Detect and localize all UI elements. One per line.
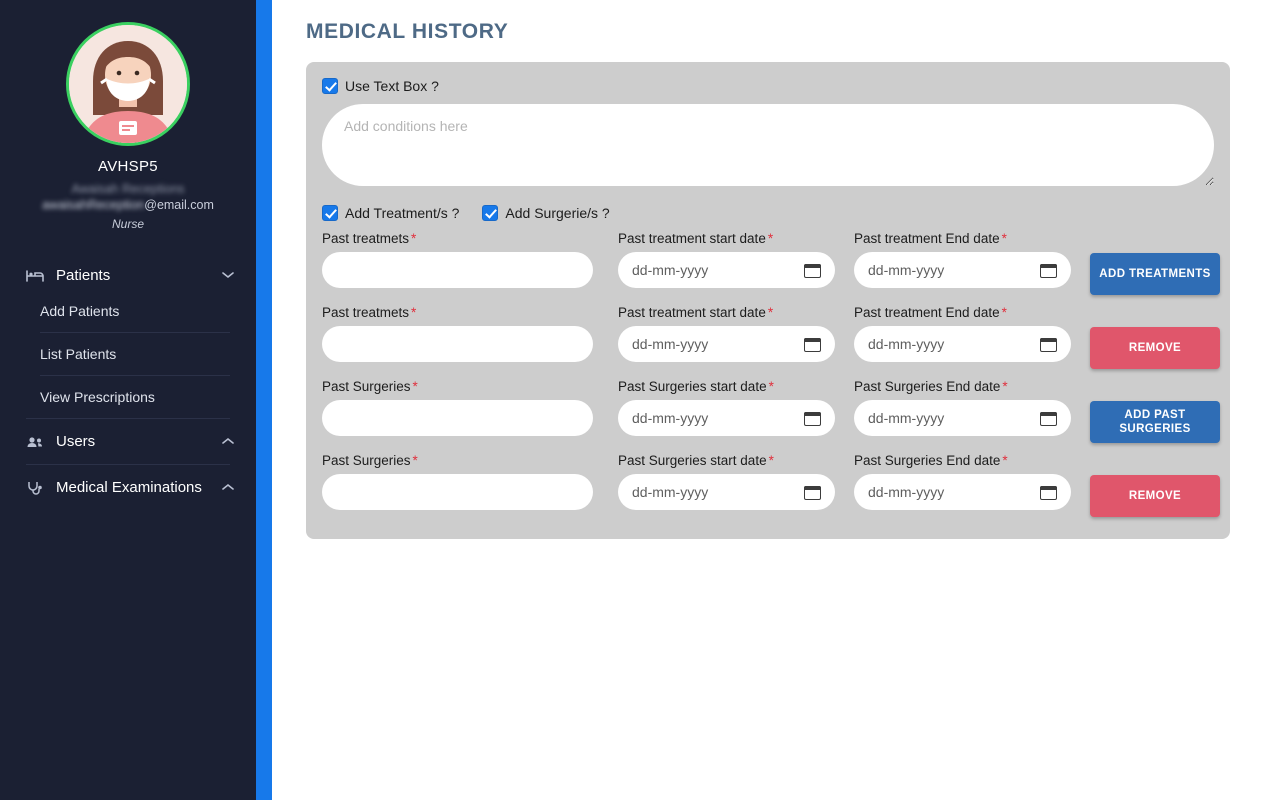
- profile-email-user: awaisahReception: [42, 198, 145, 212]
- sidebar-nav: [0, 257, 256, 506]
- profile-email-domain: @email.com: [144, 198, 214, 212]
- medical-history-card: [306, 62, 1230, 539]
- field-label: [618, 305, 846, 320]
- calendar-icon[interactable]: [804, 262, 821, 278]
- avatar: [66, 22, 190, 146]
- date-placeholder: dd-mm-yyyy: [868, 484, 945, 500]
- treatment-row-1: [322, 231, 1214, 295]
- add-surgeries-label: Add Surgerie/s ?: [505, 205, 610, 221]
- chevron-up-icon[interactable]: [222, 436, 234, 448]
- treatment-row-2: [322, 305, 1214, 369]
- add-surgeries-checkbox[interactable]: [482, 205, 498, 221]
- date-placeholder: dd-mm-yyyy: [868, 336, 945, 352]
- past-surgery-end-date-input-2[interactable]: [854, 474, 1071, 510]
- add-treatments-checkbox[interactable]: [322, 205, 338, 221]
- field-label: [854, 231, 1082, 246]
- field-label: [854, 305, 1082, 320]
- field-label-text: Past Surgeries End date: [854, 379, 1001, 394]
- past-surgery-start-date-input-2[interactable]: [618, 474, 835, 510]
- sidebar-item-list-patients-label: List Patients: [40, 346, 117, 362]
- past-treatment-start-date-input-1[interactable]: [618, 252, 835, 288]
- sidebar-group-medical-examinations[interactable]: [0, 469, 256, 506]
- use-textbox-checkbox[interactable]: [322, 78, 338, 94]
- calendar-icon[interactable]: [1040, 336, 1057, 352]
- surgery-start-cell-2: [618, 453, 846, 510]
- add-treatments-button[interactable]: ADD TREATMENTS: [1090, 253, 1220, 295]
- sidebar-group-patients[interactable]: [0, 257, 256, 294]
- required-marker: *: [412, 379, 418, 394]
- users-icon: [26, 435, 48, 449]
- date-placeholder: dd-mm-yyyy: [632, 410, 709, 426]
- sidebar-item-add-patients-label: Add Patients: [40, 303, 120, 319]
- sidebar-item-add-patients[interactable]: [0, 294, 256, 328]
- remove-treatment-button[interactable]: REMOVE: [1090, 327, 1220, 369]
- required-marker: *: [1002, 453, 1008, 468]
- nav-divider: [26, 418, 230, 419]
- required-marker: *: [412, 453, 418, 468]
- treatment-start-cell-1: [618, 231, 846, 288]
- field-label: [322, 453, 610, 468]
- chevron-down-icon[interactable]: [222, 270, 234, 282]
- field-label-text: Past treatment End date: [854, 231, 1000, 246]
- options-row: [322, 205, 1214, 221]
- field-label-text: Past treatmets: [322, 305, 410, 320]
- date-placeholder: dd-mm-yyyy: [868, 262, 945, 278]
- past-treatment-end-date-input-1[interactable]: [854, 252, 1071, 288]
- required-marker: *: [411, 231, 417, 246]
- calendar-icon[interactable]: [804, 410, 821, 426]
- past-treatment-end-date-input-2[interactable]: [854, 326, 1071, 362]
- field-label: [322, 379, 610, 394]
- surgery-start-cell-1: [618, 379, 846, 436]
- remove-surgery-button-cell: [1090, 453, 1220, 517]
- calendar-icon[interactable]: [804, 336, 821, 352]
- sidebar-group-patients-label: Patients: [56, 267, 111, 284]
- past-treatment-start-date-input-2[interactable]: [618, 326, 835, 362]
- surgery-row-2: [322, 453, 1214, 517]
- field-label: [854, 453, 1082, 468]
- field-label-text: Past Surgeries start date: [618, 379, 767, 394]
- required-marker: *: [411, 305, 417, 320]
- sidebar-item-view-prescriptions[interactable]: [0, 380, 256, 414]
- calendar-icon[interactable]: [1040, 484, 1057, 500]
- sidebar-group-users[interactable]: [0, 423, 256, 460]
- sidebar-group-medical-examinations-label: Medical Examinations: [56, 479, 202, 496]
- past-surgery-name-input-1[interactable]: [322, 400, 593, 436]
- field-label-text: Past Surgeries start date: [618, 453, 767, 468]
- field-label: [618, 231, 846, 246]
- field-label-text: Past treatmets: [322, 231, 410, 246]
- past-treatment-name-input-2[interactable]: [322, 326, 593, 362]
- past-treatment-name-input-1[interactable]: [322, 252, 593, 288]
- field-label-text: Past Surgeries: [322, 379, 411, 394]
- past-surgery-end-date-input-1[interactable]: [854, 400, 1071, 436]
- nav-divider: [40, 332, 230, 333]
- add-treatments-button-cell: [1090, 231, 1220, 295]
- remove-surgery-button[interactable]: REMOVE: [1090, 475, 1220, 517]
- calendar-icon[interactable]: [1040, 262, 1057, 278]
- profile-name: AVHSP5: [98, 158, 158, 175]
- conditions-textarea[interactable]: [322, 104, 1214, 186]
- add-treatments-label: Add Treatment/s ?: [345, 205, 460, 221]
- treatment-end-cell-2: [854, 305, 1082, 362]
- required-marker: *: [768, 379, 774, 394]
- profile-blurred-name: Awaisah Receptions: [71, 182, 185, 196]
- profile-role: Nurse: [111, 217, 144, 231]
- treatment-end-cell-1: [854, 231, 1082, 288]
- profile-email: [0, 198, 256, 212]
- required-marker: *: [1001, 231, 1007, 246]
- field-label-text: Past treatment start date: [618, 231, 766, 246]
- sidebar-group-users-label: Users: [56, 433, 96, 450]
- surgery-name-cell-2: [322, 453, 610, 510]
- date-placeholder: dd-mm-yyyy: [632, 262, 709, 278]
- field-label-text: Past treatment End date: [854, 305, 1000, 320]
- field-label-text: Past treatment start date: [618, 305, 766, 320]
- avatar-illustration: [69, 25, 187, 143]
- field-label: [618, 453, 846, 468]
- field-label: [322, 231, 610, 246]
- field-label: [322, 305, 610, 320]
- nav-divider: [40, 375, 230, 376]
- calendar-icon[interactable]: [1040, 410, 1057, 426]
- main-content: [272, 0, 1280, 800]
- sidebar-accent-bar: [256, 0, 272, 800]
- add-past-surgeries-button-cell: [1090, 379, 1220, 443]
- add-past-surgeries-button[interactable]: ADD PAST SURGERIES: [1090, 401, 1220, 443]
- avatar-wrapper: [0, 0, 256, 146]
- treatment-start-cell-2: [618, 305, 846, 362]
- past-surgery-name-input-2[interactable]: [322, 474, 593, 510]
- chevron-up-icon[interactable]: [222, 482, 234, 494]
- use-textbox-row: [322, 78, 1214, 94]
- date-placeholder: dd-mm-yyyy: [632, 484, 709, 500]
- sidebar: [0, 0, 256, 800]
- past-surgery-start-date-input-1[interactable]: [618, 400, 835, 436]
- page-title: MEDICAL HISTORY: [306, 20, 509, 43]
- date-placeholder: dd-mm-yyyy: [868, 410, 945, 426]
- required-marker: *: [767, 231, 774, 246]
- treatment-name-cell-2: [322, 305, 610, 362]
- field-label: [854, 379, 1082, 394]
- required-marker: *: [767, 305, 774, 320]
- nav-divider: [26, 464, 230, 465]
- field-label-text: Past Surgeries End date: [854, 453, 1001, 468]
- sidebar-item-view-prescriptions-label: View Prescriptions: [40, 389, 155, 405]
- surgery-end-cell-1: [854, 379, 1082, 436]
- surgery-end-cell-2: [854, 453, 1082, 510]
- required-marker: *: [1002, 379, 1008, 394]
- calendar-icon[interactable]: [804, 484, 821, 500]
- required-marker: *: [768, 453, 774, 468]
- field-label: [618, 379, 846, 394]
- treatment-name-cell-1: [322, 231, 610, 288]
- sidebar-item-list-patients[interactable]: [0, 337, 256, 371]
- remove-treatment-button-cell: [1090, 305, 1220, 369]
- date-placeholder: dd-mm-yyyy: [632, 336, 709, 352]
- stethoscope-icon: [26, 481, 48, 495]
- required-marker: *: [1001, 305, 1007, 320]
- field-label-text: Past Surgeries: [322, 453, 411, 468]
- use-textbox-label: Use Text Box ?: [345, 78, 439, 94]
- surgery-name-cell-1: [322, 379, 610, 436]
- bed-icon: [26, 269, 48, 283]
- surgery-row-1: [322, 379, 1214, 443]
